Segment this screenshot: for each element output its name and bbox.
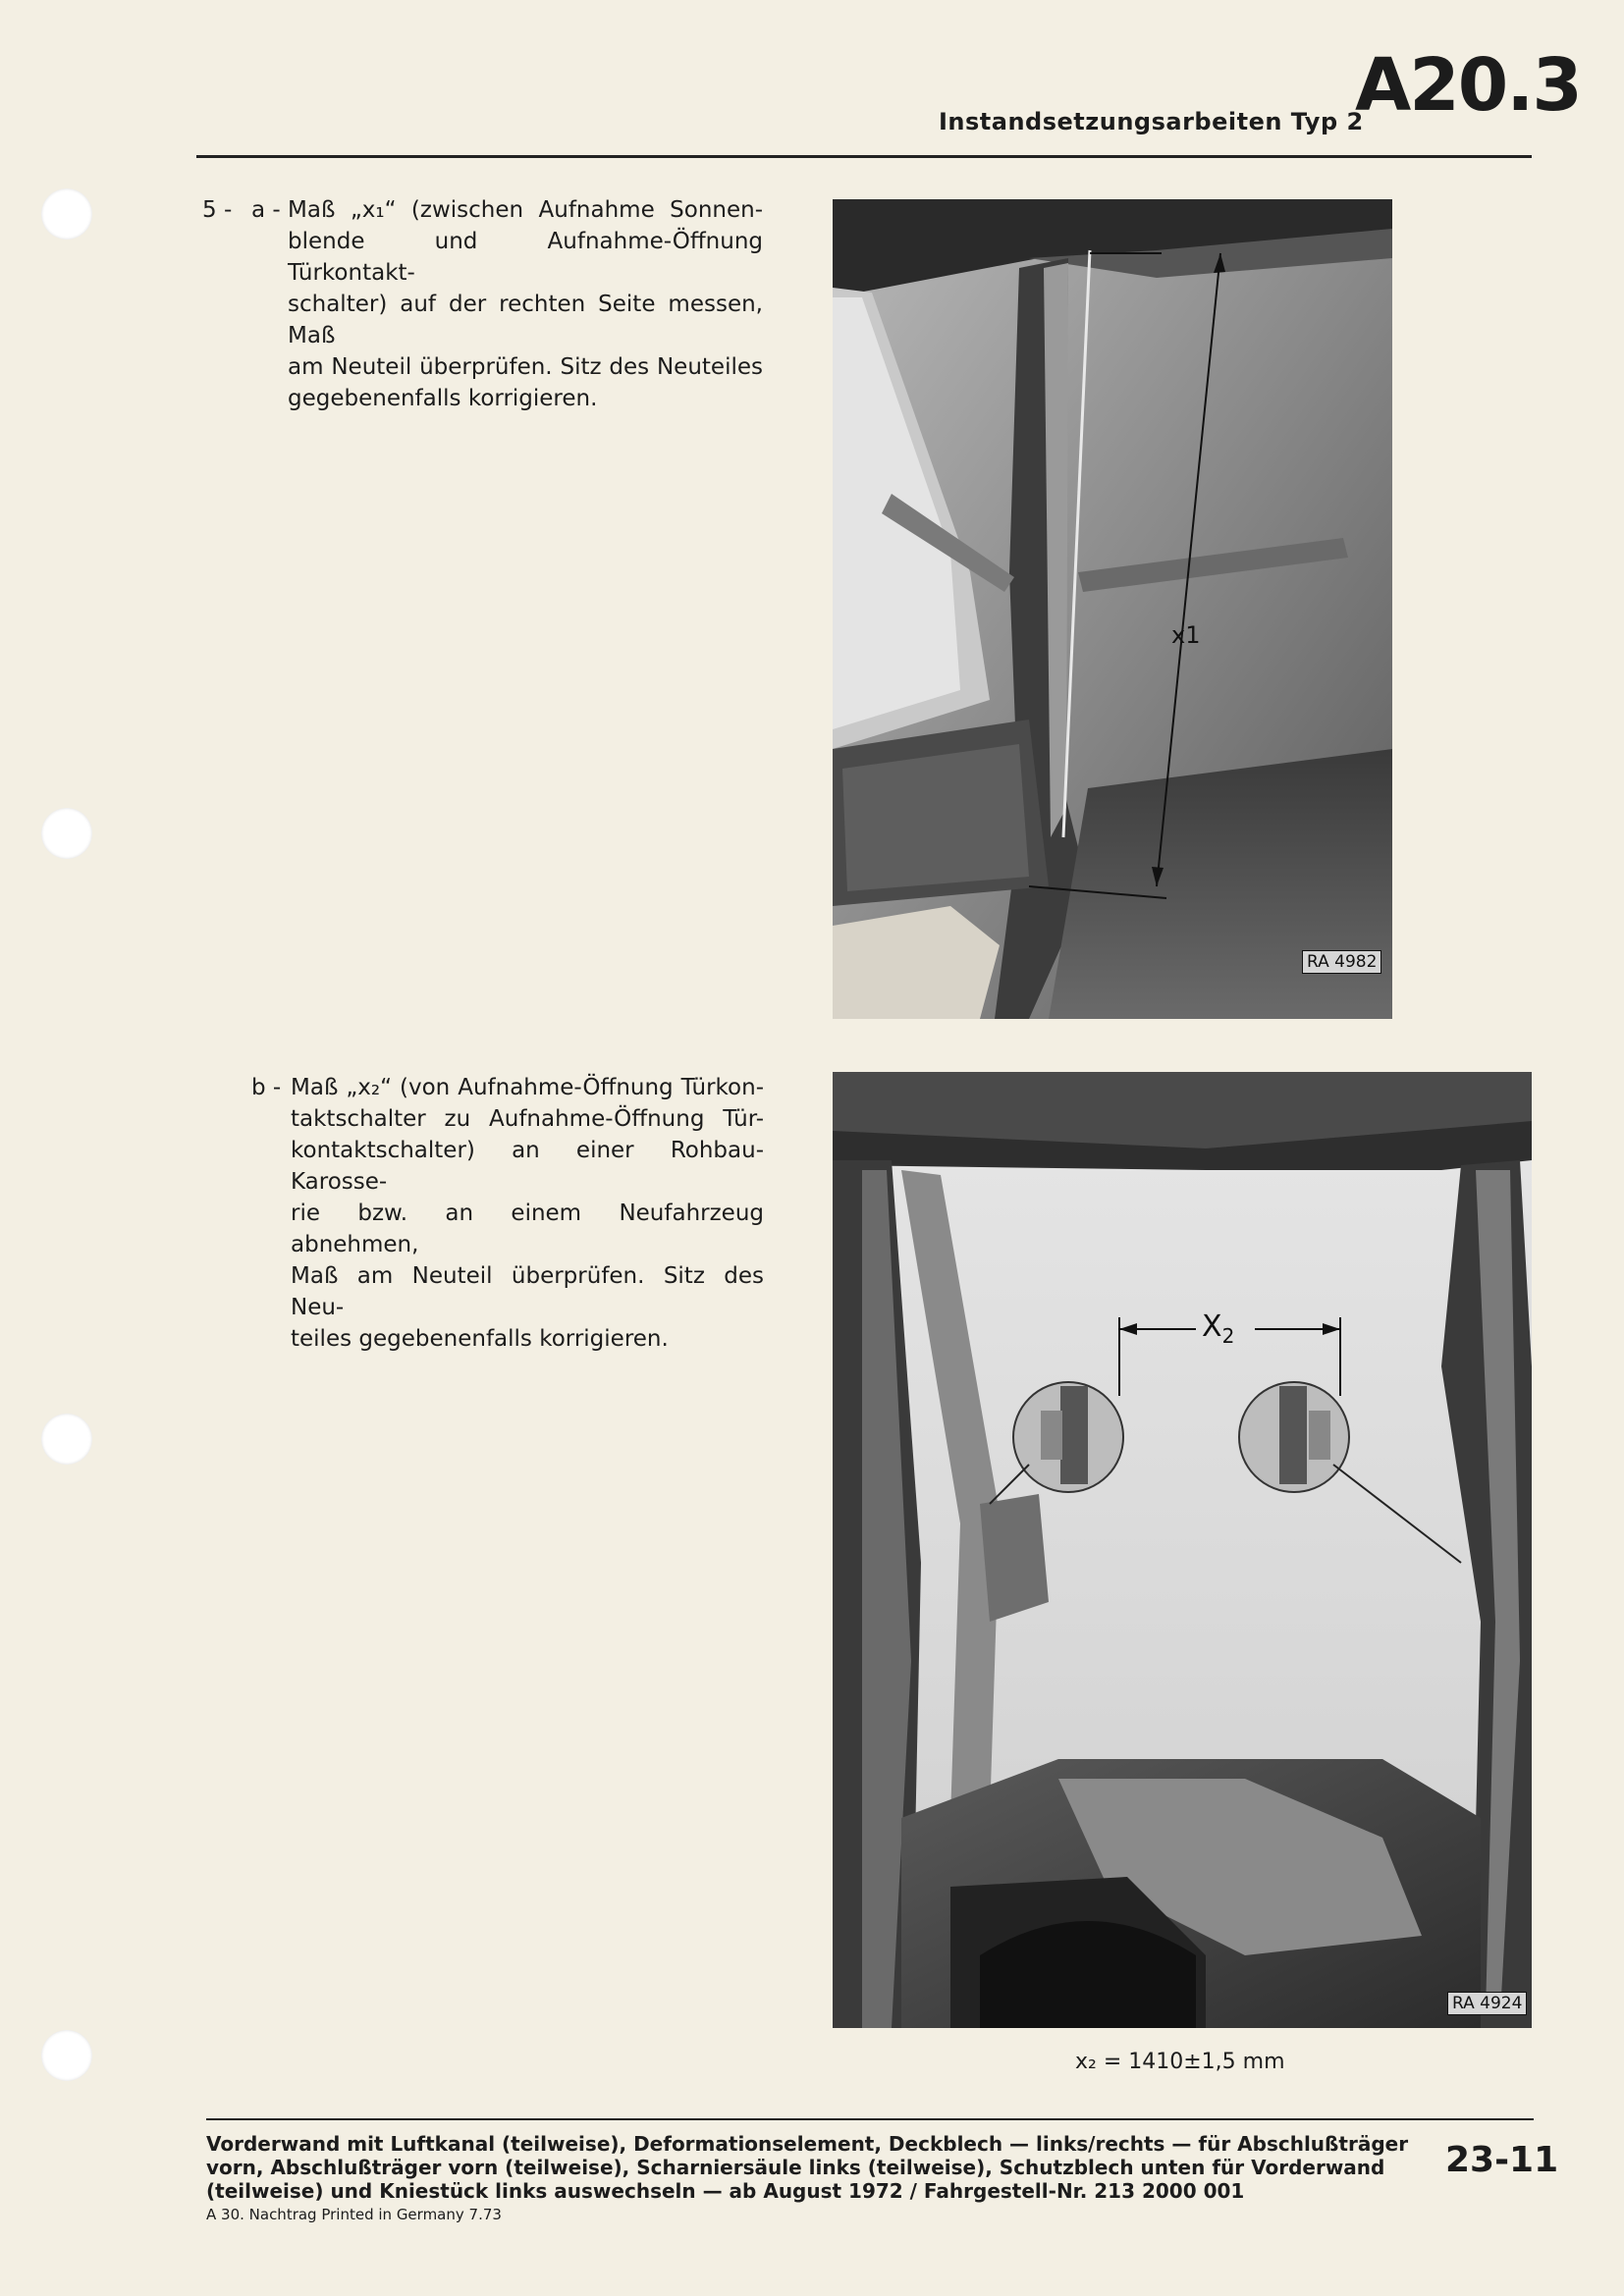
footer-imprint: A 30. Nachtrag Printed in Germany 7.73 bbox=[206, 2206, 502, 2223]
step-b-line: taktschalter zu Aufnahme-Öffnung Tür- bbox=[291, 1106, 764, 1132]
figure-1-drawing bbox=[833, 199, 1392, 1019]
step-a-line: blende und Aufnahme-Öffnung Türkontakt- bbox=[288, 229, 763, 286]
figure-photo-1 bbox=[833, 199, 1392, 1019]
page-number: 23-11 bbox=[1445, 2140, 1559, 2180]
footer-title bbox=[206, 2132, 1409, 2203]
figure-photo-2 bbox=[833, 1072, 1532, 2028]
step-b-label: b - bbox=[251, 1075, 282, 1100]
footer-line: Vorderwand mit Luftkanal (teilweise), Deformationselement, Deckblech — links/rechts — für Abschlußträger bbox=[206, 2132, 1409, 2156]
step-b-line: kontaktschalter) an einer Rohbau-Karosse- bbox=[291, 1138, 764, 1195]
punch-hole bbox=[41, 1414, 92, 1465]
punch-hole bbox=[41, 2030, 92, 2081]
step-b-line: Maß „x₂“ (von Aufnahme-Öffnung Türkon- bbox=[291, 1075, 764, 1100]
punch-hole bbox=[41, 808, 92, 859]
step-a-label: a - bbox=[251, 197, 281, 223]
step-b-line: teiles gegebenenfalls korrigieren. bbox=[291, 1326, 669, 1352]
tolerance-formula: x₂ = 1410±1,5 mm bbox=[1075, 2050, 1285, 2074]
step-a-line: gegebenenfalls korrigieren. bbox=[288, 386, 598, 411]
header-code: A20.3 bbox=[1355, 43, 1581, 128]
step-b-line: rie bzw. an einem Neufahrzeug abnehmen, bbox=[291, 1201, 764, 1257]
step-a-line: schalter) auf der rechten Seite messen, Maß bbox=[288, 292, 763, 348]
header-subtitle: Instandsetzungsarbeiten Typ 2 bbox=[939, 108, 1364, 135]
step-b-text bbox=[291, 1072, 764, 1355]
figure-ref-tag-2: RA 4924 bbox=[1447, 1992, 1527, 2015]
measure-label-x2-sub: 2 bbox=[1221, 1324, 1235, 1348]
footer-line: vorn, Abschlußträger vorn (teilweise), Scharniersäule links (teilweise), Schutzblech unten für Vorderwand bbox=[206, 2156, 1385, 2179]
punch-hole bbox=[41, 188, 92, 240]
figure-2-drawing bbox=[833, 1072, 1532, 2028]
header-rule bbox=[196, 155, 1532, 158]
step-a-line: Maß „x₁“ (zwischen Aufnahme Sonnen- bbox=[288, 197, 763, 223]
step-a-line: am Neuteil überprüfen. Sitz des Neuteiles bbox=[288, 354, 763, 380]
figure-ref-tag-1: RA 4982 bbox=[1302, 950, 1381, 974]
step-number: 5 - bbox=[202, 197, 233, 223]
step-b-line: Maß am Neuteil überprüfen. Sitz des Neu- bbox=[291, 1263, 764, 1320]
measure-label-x2-main: X bbox=[1202, 1309, 1222, 1344]
measure-label-x1: x1 bbox=[1171, 621, 1201, 649]
footer-line: (teilweise) und Kniestück links auswechseln — ab August 1972 / Fahrgestell-Nr. 213 2000 001 bbox=[206, 2179, 1245, 2203]
step-a-text bbox=[288, 194, 763, 414]
measure-label-x2 bbox=[1202, 1309, 1234, 1348]
footer-rule bbox=[206, 2118, 1534, 2120]
